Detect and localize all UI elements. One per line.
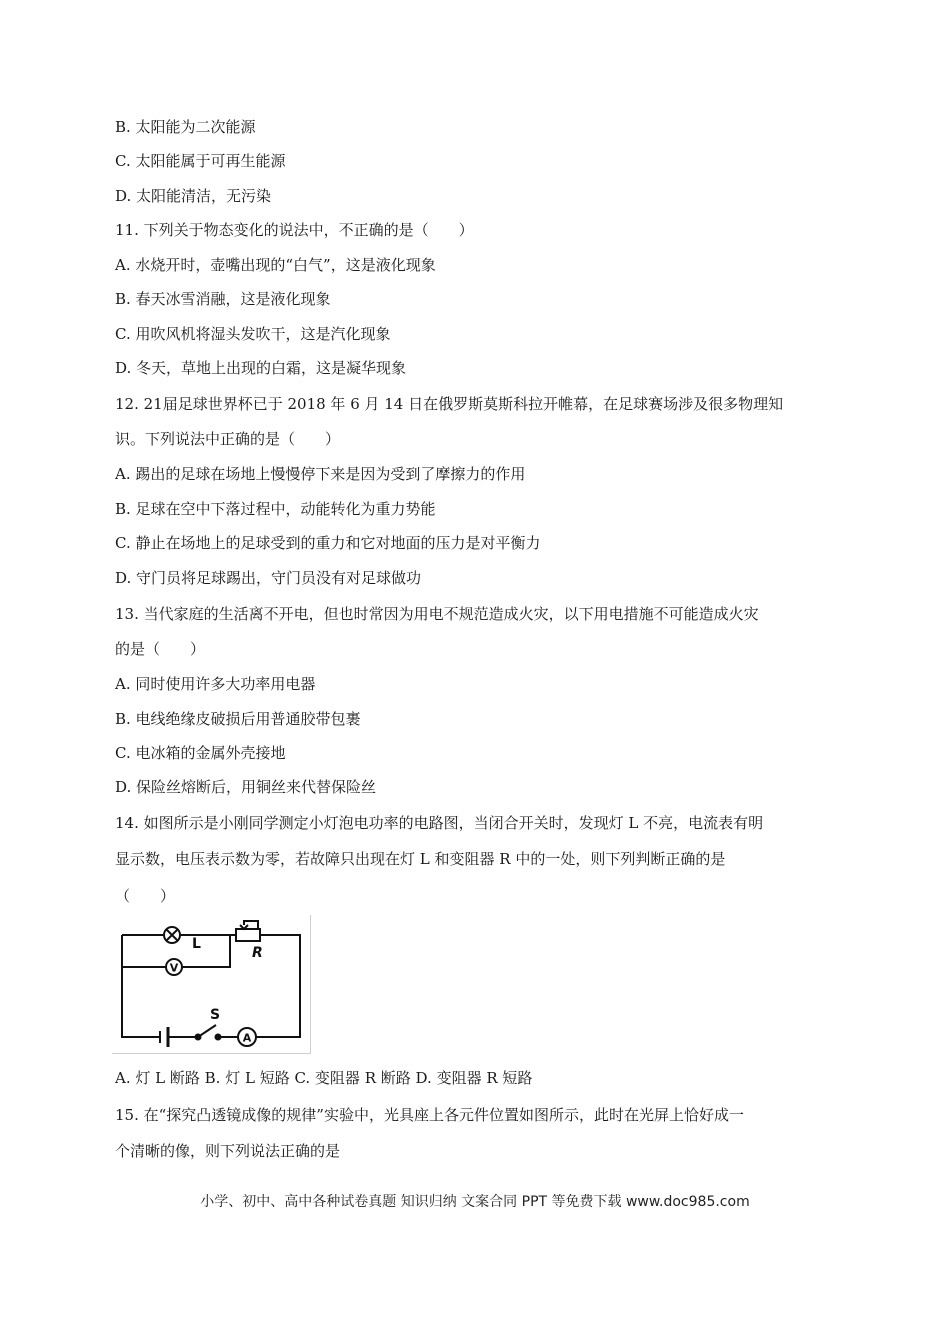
option-13c: C. 电冰箱的金属外壳接地 xyxy=(115,744,286,762)
option-12c: C. 静止在场地上的足球受到的重力和它对地面的压力是对平衡力 xyxy=(115,534,541,552)
option-12b: B. 足球在空中下落过程中，动能转化为重力势能 xyxy=(115,500,436,518)
question-15-stem-line1: 15. 在“探究凸透镜成像的规律”实验中，光具座上各元件位置如图所示，此时在光屏上恰好成一 xyxy=(115,1106,744,1124)
option-13d: D. 保险丝熔断后，用铜丝来代替保险丝 xyxy=(115,778,377,796)
question-14-options: A. 灯 L 断路 B. 灯 L 短路 C. 变阻器 R 断路 D. 变阻器 R 短路 xyxy=(115,1069,533,1087)
voltmeter-label: V xyxy=(169,961,179,975)
rheostat-label: R xyxy=(252,945,263,961)
option-13a: A. 同时使用许多大功率用电器 xyxy=(115,675,316,693)
question-12-stem-line1: 12. 21届足球世界杯已于 2018 年 6 月 14 日在俄罗斯莫斯科拉开帷幕，在足球赛场涉及很多物理知 xyxy=(115,395,784,413)
option-13b: B. 电线绝缘皮破损后用普通胶带包裹 xyxy=(115,710,361,728)
option-11c: C. 用吹风机将湿头发吹干，这是汽化现象 xyxy=(115,325,391,343)
question-11-stem: 11. 下列关于物态变化的说法中，不正确的是（ ） xyxy=(115,221,474,239)
footer-watermark: 小学、初中、高中各种试卷真题 知识归纳 文案合同 PPT 等免费下载 www.doc985.com xyxy=(200,1194,750,1210)
question-14-stem-line2: 显示数，电压表示数为零，若故障只出现在灯 L 和变阻器 R 中的一处，则下列判断正确的是 xyxy=(115,850,726,868)
lamp-symbol xyxy=(164,927,180,943)
option-11b: B. 春天冰雪消融，这是液化现象 xyxy=(115,290,331,308)
question-13-stem-line1: 13. 当代家庭的生活离不开电，但也时常因为用电不规范造成火灾，以下用电措施不可能造成火灾 xyxy=(115,605,759,623)
option-10b: B. 太阳能为二次能源 xyxy=(115,118,256,136)
option-11a: A. 水烧开时，壶嘴出现的“白气”，这是液化现象 xyxy=(115,256,436,274)
ammeter-symbol xyxy=(238,1028,256,1046)
question-13-stem-line2: 的是（ ） xyxy=(115,640,206,658)
option-12a: A. 踢出的足球在场地上慢慢停下来是因为受到了摩擦力的作用 xyxy=(115,465,526,483)
switch-label: S xyxy=(210,1007,221,1023)
question-14-stem-line1: 14. 如图所示是小刚同学测定小灯泡电功率的电路图，当闭合开关时，发现灯 L 不亮，电流表有明 xyxy=(115,814,764,832)
option-11d: D. 冬天，草地上出现的白霜，这是凝华现象 xyxy=(115,359,407,377)
option-10c: C. 太阳能属于可再生能源 xyxy=(115,152,286,170)
voltmeter-symbol xyxy=(166,959,182,975)
ammeter-label: A xyxy=(242,1031,252,1045)
question-15-stem-line2: 个清晰的像，则下列说法正确的是 xyxy=(115,1142,341,1160)
lamp-label: L xyxy=(192,936,201,952)
circuit-diagram xyxy=(112,915,311,1054)
option-12d: D. 守门员将足球踢出，守门员没有对足球做功 xyxy=(115,569,422,587)
option-10d: D. 太阳能清洁，无污染 xyxy=(115,187,272,205)
question-12-stem-line2: 识。下列说法中正确的是（ ） xyxy=(115,430,341,448)
question-14-stem-line3: （ ） xyxy=(115,887,176,905)
